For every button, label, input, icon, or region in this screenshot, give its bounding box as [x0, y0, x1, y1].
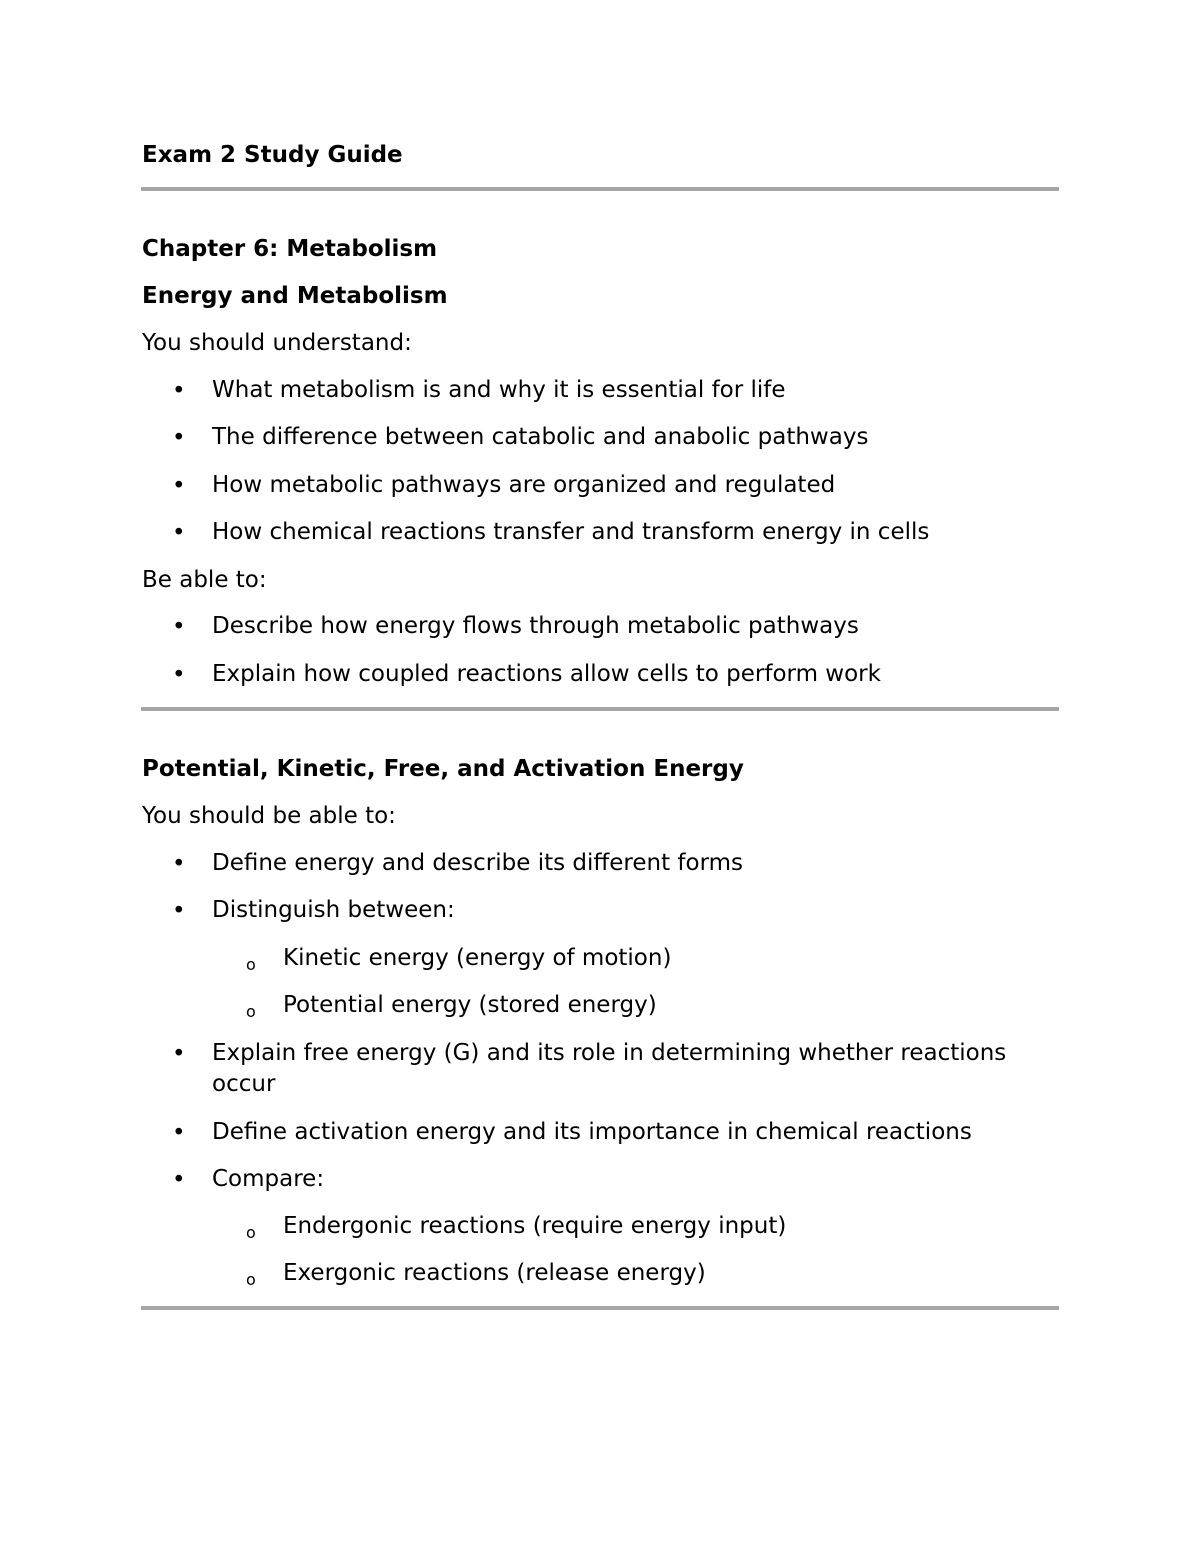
- bullet-icon: •: [172, 1167, 186, 1193]
- sub-list-item: Kinetic energy (energy of motion): [283, 945, 672, 971]
- list-item: Distinguish between:: [212, 897, 455, 923]
- bullet-icon: •: [172, 898, 186, 924]
- bullet-icon: •: [172, 851, 186, 877]
- list-item: The difference between catabolic and anabolic pathways: [212, 424, 869, 450]
- bullet-icon: •: [172, 520, 186, 546]
- list-item: Describe how energy flows through metabolic pathways: [212, 613, 859, 639]
- bullet-icon: •: [172, 378, 186, 404]
- bullet-icon: •: [172, 1120, 186, 1146]
- divider-2: [141, 707, 1059, 711]
- document-title: Exam 2 Study Guide: [142, 142, 403, 168]
- list-item: Define energy and describe its different forms: [212, 850, 744, 876]
- list-item: How metabolic pathways are organized and regulated: [212, 472, 836, 498]
- sub-bullet-icon: o: [246, 955, 256, 974]
- sub-list-item: Exergonic reactions (release energy): [283, 1260, 706, 1286]
- list-item: How chemical reactions transfer and transform energy in cells: [212, 519, 930, 545]
- sub-bullet-icon: o: [246, 1270, 256, 1289]
- bullet-icon: •: [172, 425, 186, 451]
- divider-3: [141, 1306, 1059, 1310]
- section1-understand-label: You should understand:: [142, 330, 412, 356]
- sub-bullet-icon: o: [246, 1223, 256, 1242]
- list-item: Compare:: [212, 1166, 325, 1192]
- section1-heading: Energy and Metabolism: [142, 283, 448, 309]
- list-item: Define activation energy and its importance in chemical reactions: [212, 1119, 972, 1145]
- list-item: Explain free energy (G) and its role in determining whether reactions occur: [212, 1040, 1007, 1097]
- list-item: Explain how coupled reactions allow cells to perform work: [212, 661, 881, 687]
- divider-1: [141, 187, 1059, 191]
- sub-list-item: Potential energy (stored energy): [283, 992, 657, 1018]
- sub-list-item: Endergonic reactions (require energy input): [283, 1213, 787, 1239]
- sub-bullet-icon: o: [246, 1002, 256, 1021]
- bullet-icon: •: [172, 1041, 186, 1067]
- section2-heading: Potential, Kinetic, Free, and Activation Energy: [142, 756, 744, 782]
- chapter-heading: Chapter 6: Metabolism: [142, 236, 438, 262]
- section2-able-label: You should be able to:: [142, 803, 396, 829]
- list-item: What metabolism is and why it is essential for life: [212, 377, 786, 403]
- section1-able-label: Be able to:: [142, 567, 267, 593]
- bullet-icon: •: [172, 662, 186, 688]
- bullet-icon: •: [172, 473, 186, 499]
- bullet-icon: •: [172, 614, 186, 640]
